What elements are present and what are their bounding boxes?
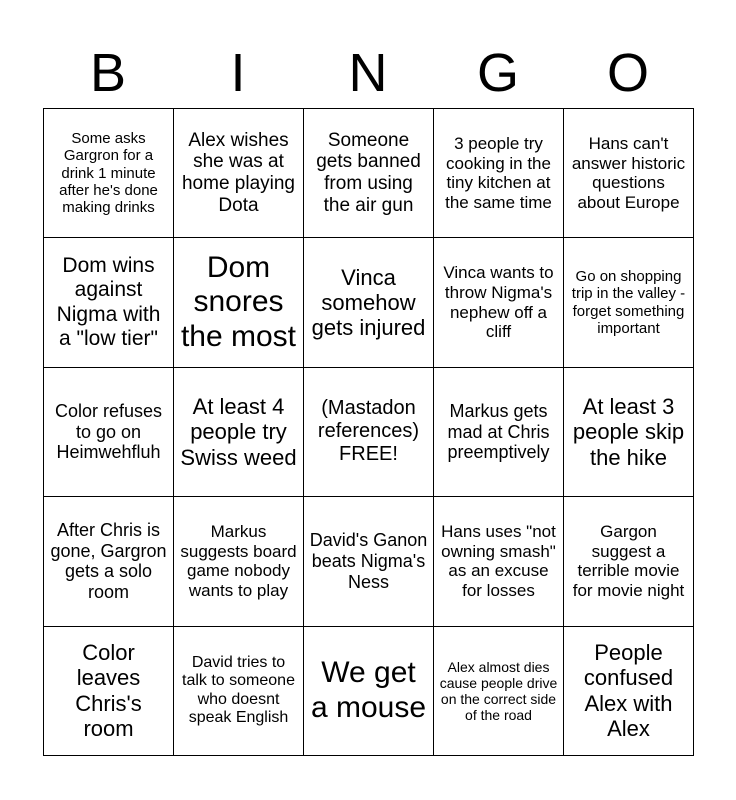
bingo-cell[interactable]: Hans can't answer historic questions about Europe [564,109,694,238]
bingo-cell[interactable]: We get a mouse [304,626,434,755]
bingo-cell[interactable]: Go on shopping trip in the valley - forget something important [564,238,694,367]
header-letter-i: I [230,43,246,103]
bingo-cell[interactable]: Someone gets banned from using the air gun [304,109,434,238]
bingo-cell[interactable]: Gargon suggest a terrible movie for movie night [564,497,694,626]
bingo-cell[interactable]: David's Ganon beats Nigma's Ness [304,497,434,626]
bingo-cell[interactable]: Hans uses "not owning smash" as an excuse for losses [434,497,564,626]
bingo-row [44,497,694,626]
bingo-cell[interactable]: Markus suggests board game nobody wants to play [174,497,304,626]
bingo-cell[interactable]: Some asks Gargron for a drink 1 minute after he's done making drinks [44,109,174,238]
header-letter-o: O [606,43,649,103]
bingo-cell free-space[interactable]: (Mastadon references) FREE! [304,367,434,496]
bingo-cell[interactable]: Alex almost dies cause people drive on the correct side of the road [434,626,564,755]
bingo-row [44,626,694,755]
bingo-cell[interactable]: At least 3 people skip the hike [564,367,694,496]
bingo-cell[interactable]: Vinca somehow gets injured [304,238,434,367]
bingo-cell[interactable]: Dom wins against Nigma with a "low tier" [44,238,174,367]
header-letter-n: N [348,43,388,103]
bingo-cell[interactable]: 3 people try cooking in the tiny kitchen at the same time [434,109,564,238]
bingo-cell[interactable]: Dom snores the most [174,238,304,367]
bingo-cell[interactable]: At least 4 people try Swiss weed [174,367,304,496]
bingo-header [43,40,693,106]
header-letter-g: G [476,43,519,103]
bingo-row [44,109,694,238]
bingo-cell[interactable]: Color refuses to go on Heimwehfluh [44,367,174,496]
header-letter-b: B [89,43,127,103]
bingo-cell[interactable]: Vinca wants to throw Nigma's nephew off a cliff [434,238,564,367]
bingo-row [44,367,694,496]
bingo-cell[interactable]: David tries to talk to someone who doesnt speak English [174,626,304,755]
bingo-cell[interactable]: Color leaves Chris's room [44,626,174,755]
bingo-grid [43,108,694,756]
bingo-row [44,238,694,367]
bingo-cell[interactable]: After Chris is gone, Gargron gets a solo room [44,497,174,626]
bingo-cell[interactable]: People confused Alex with Alex [564,626,694,755]
bingo-cell[interactable]: Markus gets mad at Chris preemptively [434,367,564,496]
bingo-cell[interactable]: Alex wishes she was at home playing Dota [174,109,304,238]
